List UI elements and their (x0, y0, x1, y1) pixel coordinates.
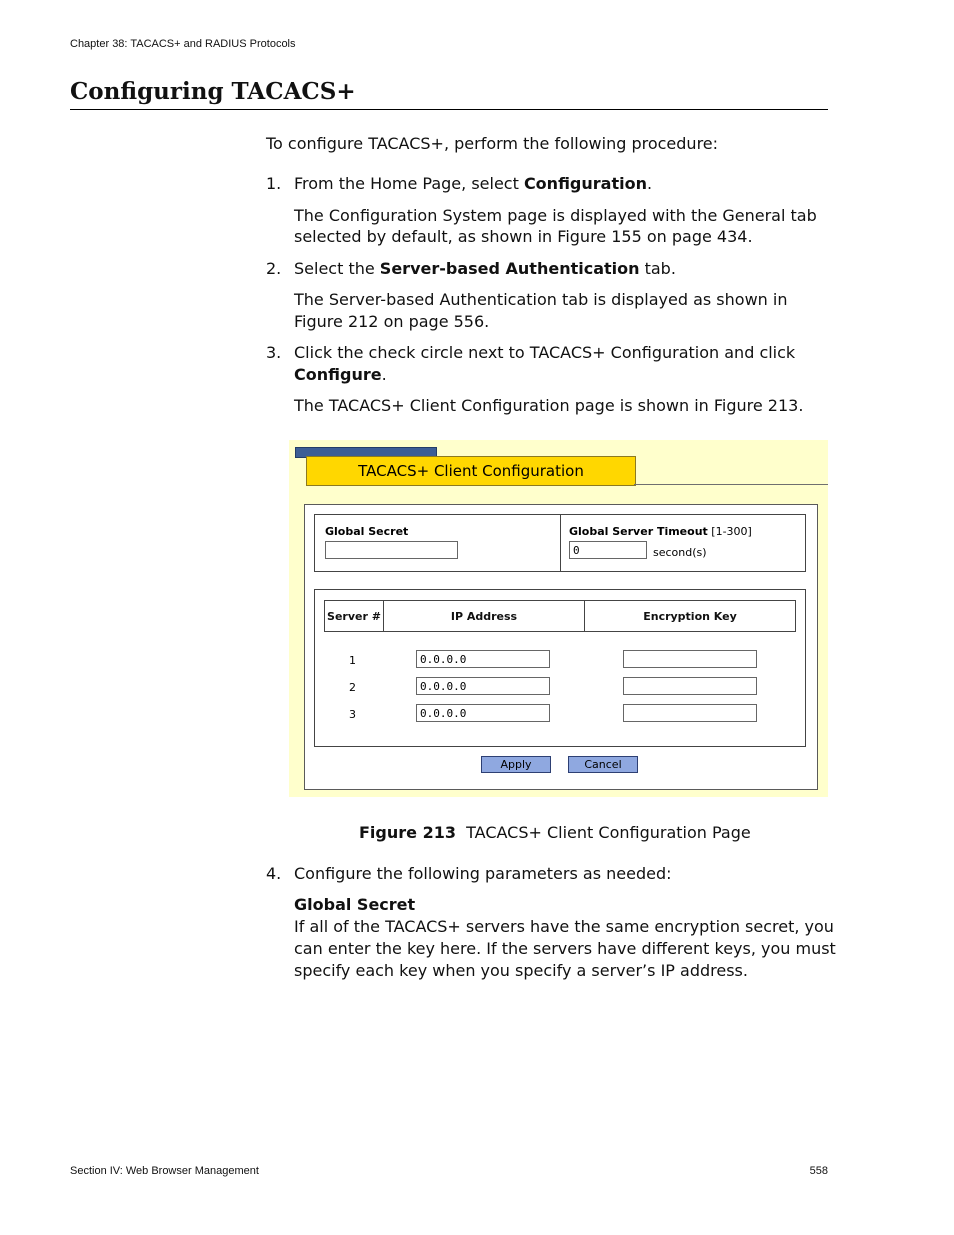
step-3-post: . (381, 365, 387, 384)
param-line-2: can enter the key here. If the servers have different keys, you must (294, 939, 836, 958)
server-2-ip-input[interactable]: 0.0.0.0 (416, 677, 550, 695)
footer-section: Section IV: Web Browser Management (70, 1165, 259, 1177)
timeout-range: [1-300] (711, 525, 752, 538)
column-header-server-number: Server # (324, 600, 384, 632)
tab-underline (634, 484, 828, 485)
figure-caption-text: TACACS+ Client Configuration Page (466, 823, 751, 842)
global-secret-label: Global Secret (325, 525, 409, 538)
timeout-unit-label: second(s) (653, 546, 707, 559)
step-2-pre: Select the (294, 259, 380, 278)
server-number-2: 2 (349, 681, 356, 694)
tab-tacacs-client-configuration[interactable]: TACACS+ Client Configuration (306, 456, 636, 486)
step-3-line-2 (294, 364, 387, 386)
intro-text: To configure TACACS+, perform the following procedure: (266, 134, 719, 153)
param-line-3: specify each key when you specify a server’s IP address. (294, 961, 748, 980)
step-2-sub-line-1: The Server-based Authentication tab is displayed as shown in (294, 290, 788, 309)
server-1-ip-input[interactable]: 0.0.0.0 (416, 650, 550, 668)
page-title: Configuring TACACS+ (70, 78, 356, 105)
step-3-sub-line-1: The TACACS+ Client Configuration page is shown in Figure 213. (294, 396, 804, 415)
page-number: 558 (809, 1165, 828, 1177)
step-1-sub-line-1: The Configuration System page is displayed with the General tab (294, 206, 817, 225)
step-1-text (294, 173, 652, 195)
step-2-post: tab. (639, 259, 676, 278)
global-server-timeout-input[interactable]: 0 (569, 541, 647, 559)
param-heading: Global Secret (294, 895, 416, 914)
apply-button[interactable]: Apply (481, 756, 551, 773)
step-1-post: . (646, 174, 653, 193)
step-2-text (294, 258, 676, 280)
global-secret-input[interactable] (325, 541, 458, 559)
figure-number: Figure 213 (359, 823, 456, 842)
server-number-1: 1 (349, 654, 356, 667)
param-line-1: If all of the TACACS+ servers have the same encryption secret, you (294, 917, 834, 936)
step-3-bold: Configure (294, 365, 382, 384)
running-head: Chapter 38: TACACS+ and RADIUS Protocols (70, 38, 296, 50)
step-2-bold: Server-based Authentication (379, 259, 640, 278)
column-header-encryption-key: Encryption Key (584, 600, 796, 632)
figure-caption (359, 822, 751, 844)
step-1-number: 1. (266, 174, 282, 193)
server-1-key-input[interactable] (623, 650, 757, 668)
step-4-number: 4. (266, 864, 282, 883)
step-2-sub-line-2: Figure 212 on page 556. (294, 312, 490, 331)
step-1-pre: From the Home Page, select (294, 174, 524, 193)
step-3-number: 3. (266, 343, 282, 362)
timeout-label-text: Global Server Timeout (569, 525, 708, 538)
cancel-button[interactable]: Cancel (568, 756, 638, 773)
step-2-number: 2. (266, 259, 282, 278)
global-server-timeout-label (569, 525, 752, 538)
server-number-3: 3 (349, 708, 356, 721)
server-3-key-input[interactable] (623, 704, 757, 722)
server-2-key-input[interactable] (623, 677, 757, 695)
step-4-text: Configure the following parameters as needed: (294, 864, 672, 883)
step-3-line-1: Click the check circle next to TACACS+ Configuration and click (294, 343, 796, 362)
column-header-ip-address: IP Address (383, 600, 585, 632)
global-settings-divider (560, 515, 561, 571)
step-1-sub-line-2: selected by default, as shown in Figure 155 on page 434. (294, 227, 753, 246)
title-rule (70, 109, 828, 110)
server-3-ip-input[interactable]: 0.0.0.0 (416, 704, 550, 722)
step-1-bold: Configuration (523, 174, 647, 193)
